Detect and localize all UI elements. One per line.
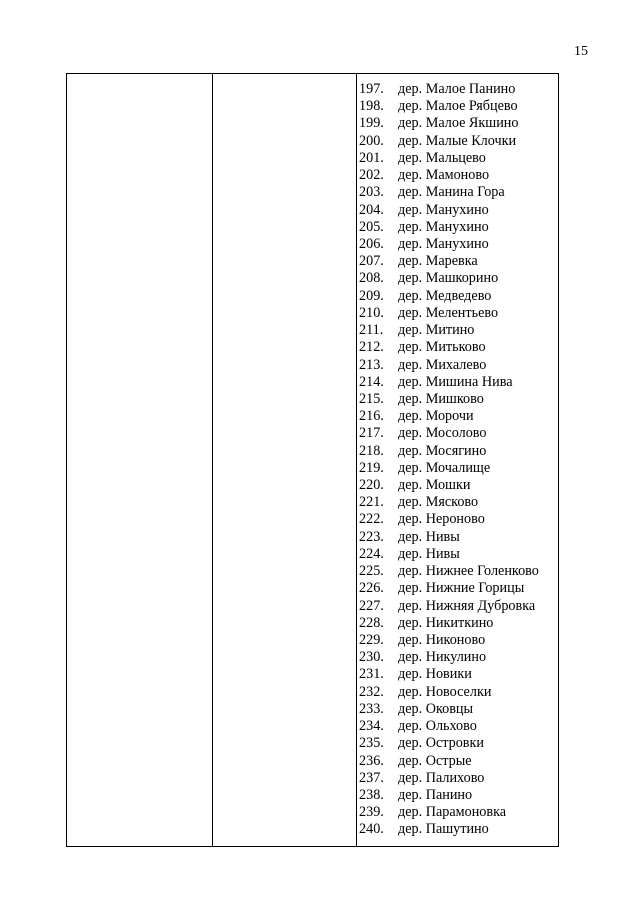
list-item <box>359 563 556 580</box>
list-item <box>359 202 556 219</box>
entry-name: дер. Нижняя Дубровка <box>398 597 536 614</box>
list-item <box>359 391 556 408</box>
entry-number: 220. <box>359 477 384 494</box>
list-item <box>359 787 556 804</box>
entry-name: дер. Нивы <box>398 528 460 545</box>
settlement-list <box>359 81 556 839</box>
entry-number: 213. <box>359 356 384 373</box>
entry-name: дер. Малое Панино <box>398 81 516 97</box>
entry-number: 233. <box>359 700 384 717</box>
entry-number: 228. <box>359 614 384 631</box>
entry-name: дер. Машкорино <box>398 270 499 287</box>
entry-name: дер. Манухино <box>398 218 489 235</box>
entry-name: дер. Нижнее Голенково <box>398 563 539 580</box>
entry-number: 222. <box>359 511 384 528</box>
entry-name: дер. Никоново <box>398 632 486 648</box>
entry-name: дер. Малое Якшино <box>398 115 519 132</box>
list-item <box>359 615 556 632</box>
entry-number: 231. <box>359 666 384 683</box>
entry-name: дер. Медведево <box>398 287 492 304</box>
list-item <box>359 753 556 770</box>
entry-number: 224. <box>359 545 384 562</box>
list-item <box>359 133 556 150</box>
list-item <box>359 288 556 305</box>
entry-number: 223. <box>359 528 384 545</box>
entry-name: дер. Парамоновка <box>398 804 507 821</box>
list-item <box>359 115 556 132</box>
entry-number: 205. <box>359 218 384 235</box>
entry-name: дер. Манухино <box>398 235 489 252</box>
entry-name: дер. Морочи <box>398 408 474 425</box>
entry-number: 212. <box>359 339 384 356</box>
entry-name: дер. Мочалище <box>398 459 491 476</box>
entry-name: дер. Мишина Нива <box>398 373 513 390</box>
entry-number: 214. <box>359 373 384 390</box>
entry-name: дер. Мясково <box>398 494 479 511</box>
list-item <box>359 322 556 339</box>
entry-number: 234. <box>359 718 384 735</box>
list-item <box>359 511 556 528</box>
entry-name: дер. Островки <box>398 735 484 752</box>
entry-name: дер. Палихово <box>398 769 485 786</box>
entry-number: 232. <box>359 683 384 700</box>
entry-number: 211. <box>359 322 384 339</box>
entry-number: 229. <box>359 632 384 648</box>
entry-number: 201. <box>359 149 384 166</box>
entry-name: дер. Никиткино <box>398 614 494 631</box>
list-item <box>359 270 556 287</box>
entry-name: дер. Митьково <box>398 339 486 356</box>
entry-number: 199. <box>359 115 384 132</box>
list-item <box>359 529 556 546</box>
list-item <box>359 804 556 821</box>
entry-name: дер. Мелентьево <box>398 304 499 321</box>
entry-number: 221. <box>359 494 384 511</box>
entry-name: дер. Мальцево <box>398 149 486 166</box>
list-item <box>359 253 556 270</box>
entry-name: дер. Никулино <box>398 649 487 666</box>
settlements-table <box>66 73 559 847</box>
entry-name: дер. Малое Рябцево <box>398 98 518 115</box>
list-item <box>359 598 556 615</box>
list-item <box>359 443 556 460</box>
entry-number: 238. <box>359 786 384 803</box>
entry-name: дер. Малые Клочки <box>398 132 517 149</box>
list-item <box>359 649 556 666</box>
column-divider-2 <box>356 74 357 846</box>
list-item <box>359 684 556 701</box>
entry-name: дер. Манина Гора <box>398 184 505 201</box>
entry-number: 218. <box>359 442 384 459</box>
entry-name: дер. Ольхово <box>398 718 477 735</box>
list-item <box>359 460 556 477</box>
list-item <box>359 718 556 735</box>
entry-number: 239. <box>359 804 384 821</box>
entry-number: 236. <box>359 752 384 769</box>
entry-name: дер. Михалево <box>398 356 487 373</box>
column-divider-1 <box>212 74 213 846</box>
entry-number: 237. <box>359 769 384 786</box>
entry-name: дер. Мошки <box>398 477 471 494</box>
page-number: 15 <box>574 44 588 59</box>
list-item <box>359 81 556 98</box>
list-item <box>359 632 556 649</box>
entry-number: 227. <box>359 597 384 614</box>
entry-name: дер. Панино <box>398 786 473 803</box>
list-item <box>359 666 556 683</box>
entry-name: дер. Нивы <box>398 545 460 562</box>
entry-name: дер. Мамоново <box>398 167 490 184</box>
list-item <box>359 425 556 442</box>
entry-number: 240. <box>359 821 384 838</box>
entry-number: 225. <box>359 563 384 580</box>
entry-name: дер. Нижние Горицы <box>398 580 525 597</box>
list-item <box>359 167 556 184</box>
entry-number: 217. <box>359 425 384 442</box>
list-item <box>359 357 556 374</box>
entry-name: дер. Новоселки <box>398 683 492 700</box>
list-item <box>359 374 556 391</box>
list-item <box>359 494 556 511</box>
entry-number: 230. <box>359 649 384 666</box>
entry-name: дер. Мосолово <box>398 425 487 442</box>
entry-number: 209. <box>359 287 384 304</box>
list-item <box>359 477 556 494</box>
entry-number: 197. <box>359 81 384 97</box>
list-item <box>359 339 556 356</box>
entry-number: 203. <box>359 184 384 201</box>
entry-number: 206. <box>359 235 384 252</box>
entry-number: 235. <box>359 735 384 752</box>
entry-number: 215. <box>359 390 384 407</box>
entry-number: 216. <box>359 408 384 425</box>
entry-name: дер. Оковцы <box>398 700 474 717</box>
entry-name: дер. Мишково <box>398 390 484 407</box>
entry-name: дер. Нероново <box>398 511 485 528</box>
list-item <box>359 770 556 787</box>
entry-name: дер. Мосягино <box>398 442 487 459</box>
entry-name: дер. Митино <box>398 322 475 339</box>
entry-number: 226. <box>359 580 384 597</box>
list-item <box>359 219 556 236</box>
entry-name: дер. Пашутино <box>398 821 489 838</box>
list-item <box>359 701 556 718</box>
entry-number: 198. <box>359 98 384 115</box>
entry-number: 208. <box>359 270 384 287</box>
list-item <box>359 98 556 115</box>
list-item <box>359 735 556 752</box>
list-item <box>359 305 556 322</box>
list-item <box>359 236 556 253</box>
entry-name: дер. Манухино <box>398 201 489 218</box>
list-item <box>359 546 556 563</box>
list-item <box>359 150 556 167</box>
list-item <box>359 184 556 201</box>
entry-number: 210. <box>359 304 384 321</box>
list-item <box>359 821 556 838</box>
entry-number: 219. <box>359 459 384 476</box>
entry-number: 202. <box>359 167 384 184</box>
entry-name: дер. Маревка <box>398 253 478 270</box>
entry-name: дер. Новики <box>398 666 472 683</box>
list-item <box>359 408 556 425</box>
entry-number: 200. <box>359 132 384 149</box>
list-item <box>359 580 556 597</box>
entry-name: дер. Острые <box>398 752 472 769</box>
entry-number: 207. <box>359 253 384 270</box>
entry-number: 204. <box>359 201 384 218</box>
